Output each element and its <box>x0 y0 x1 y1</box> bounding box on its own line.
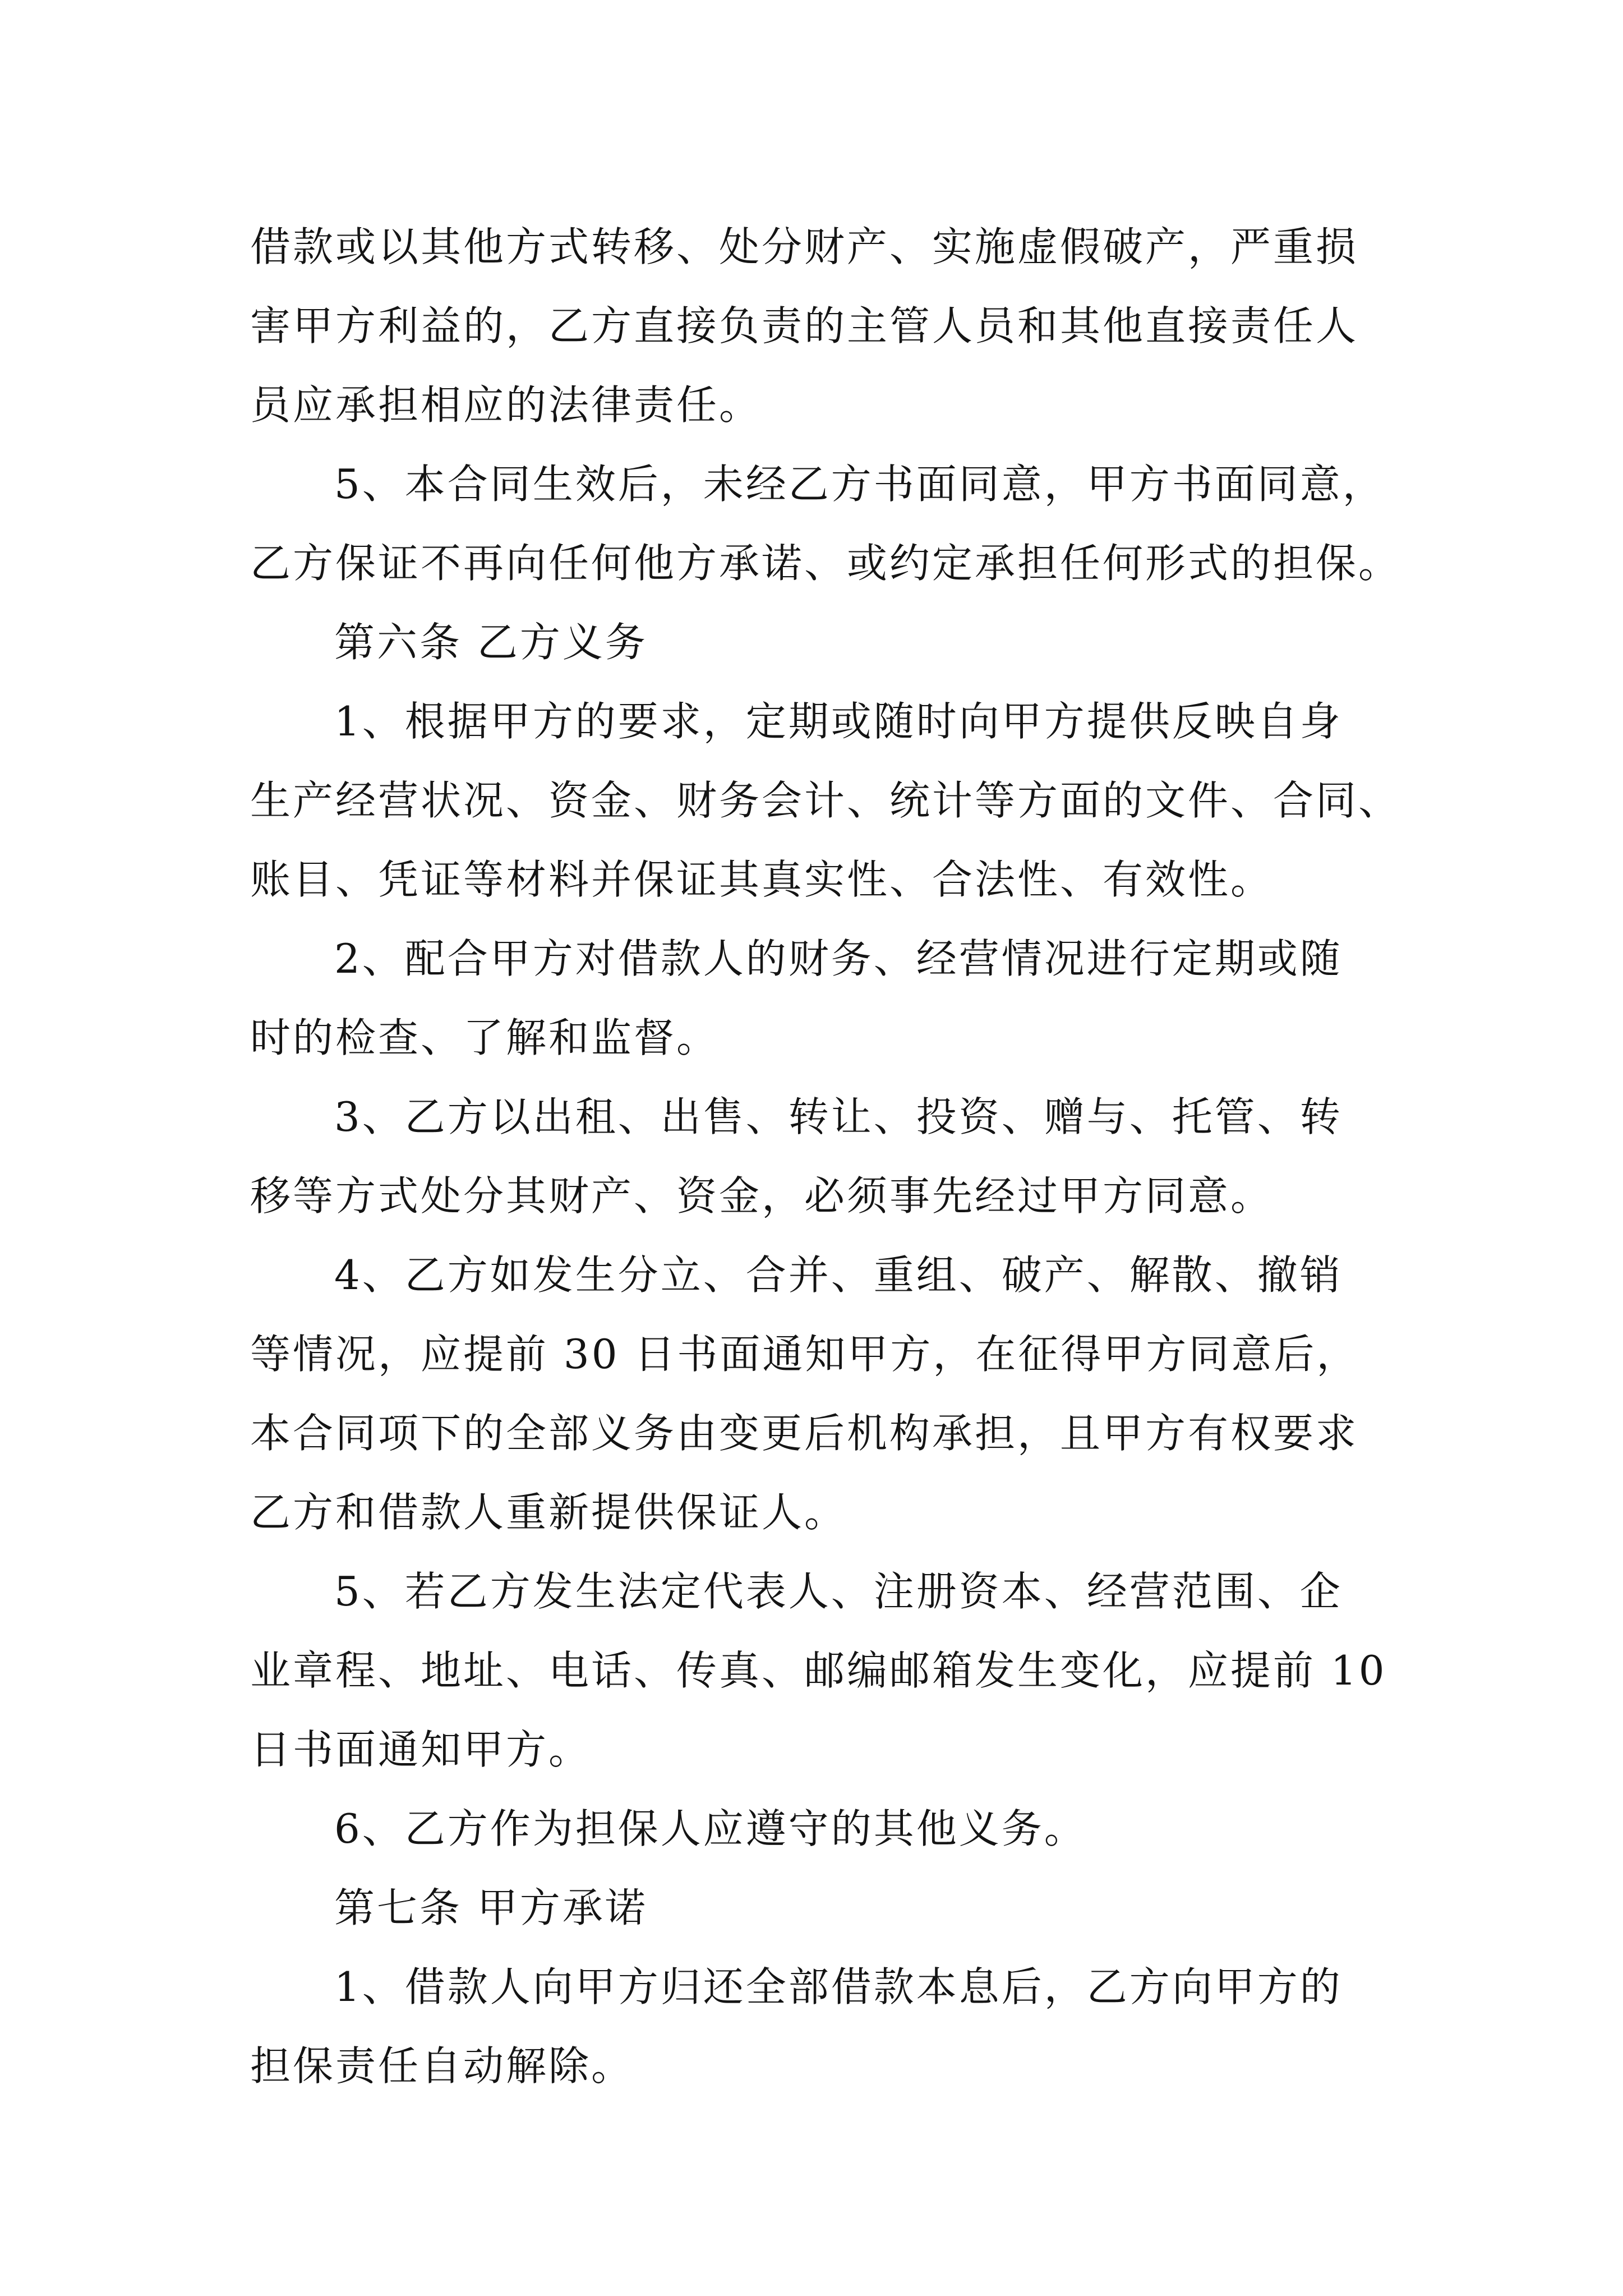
text-line: 借款或以其他方式转移、处分财产、实施虚假破产，严重损 <box>250 223 1359 270</box>
text-line: 时的检查、了解和监督。 <box>250 1014 720 1061</box>
text-line: 2、配合甲方对借款人的财务、经营情况进行定期或随 <box>334 935 1343 982</box>
text-line: 3、乙方以出租、出售、转让、投资、赠与、托管、转 <box>334 1093 1343 1140</box>
text-line: 1、根据甲方的要求，定期或随时向甲方提供反映自身 <box>334 698 1343 745</box>
text-line: 担保责任自动解除。 <box>250 2042 634 2090</box>
text-line: 害甲方利益的，乙方直接负责的主管人员和其他直接责任人 <box>250 302 1359 349</box>
section-heading: 第六条 乙方义务 <box>334 619 648 666</box>
document-body <box>250 208 1401 2106</box>
text-line: 账目、凭证等材料并保证其真实性、合法性、有效性。 <box>250 856 1274 903</box>
text-line: 员应承担相应的法律责任。 <box>250 381 762 429</box>
section-heading: 第七条 甲方承诺 <box>334 1884 648 1931</box>
text-line: 5、若乙方发生法定代表人、注册资本、经营范围、企 <box>334 1568 1343 1615</box>
text-line: 乙方和借款人重新提供保证人。 <box>250 1489 847 1536</box>
text-line: 日书面通知甲方。 <box>250 1726 592 1773</box>
text-line: 5、本合同生效后，未经乙方书面同意，甲方书面同意， <box>334 461 1385 508</box>
text-line: 等情况，应提前 30 日书面通知甲方，在征得甲方同意后， <box>250 1331 1359 1378</box>
text-line: 6、乙方作为担保人应遵守的其他义务。 <box>334 1805 1087 1852</box>
text-line: 1、借款人向甲方归还全部借款本息后，乙方向甲方的 <box>334 1963 1343 2010</box>
text-line: 乙方保证不再向任何他方承诺、或约定承担任何形式的担保。 <box>250 540 1401 587</box>
text-line: 生产经营状况、资金、财务会计、统计等方面的文件、合同、 <box>250 777 1401 824</box>
text-line: 业章程、地址、电话、传真、邮编邮箱发生变化，应提前 10 <box>250 1647 1387 1694</box>
text-line: 本合同项下的全部义务由变更后机构承担，且甲方有权要求 <box>250 1410 1359 1457</box>
text-line: 4、乙方如发生分立、合并、重组、破产、解散、撤销 <box>334 1251 1343 1299</box>
text-line: 移等方式处分其财产、资金，必须事先经过甲方同意。 <box>250 1172 1274 1220</box>
